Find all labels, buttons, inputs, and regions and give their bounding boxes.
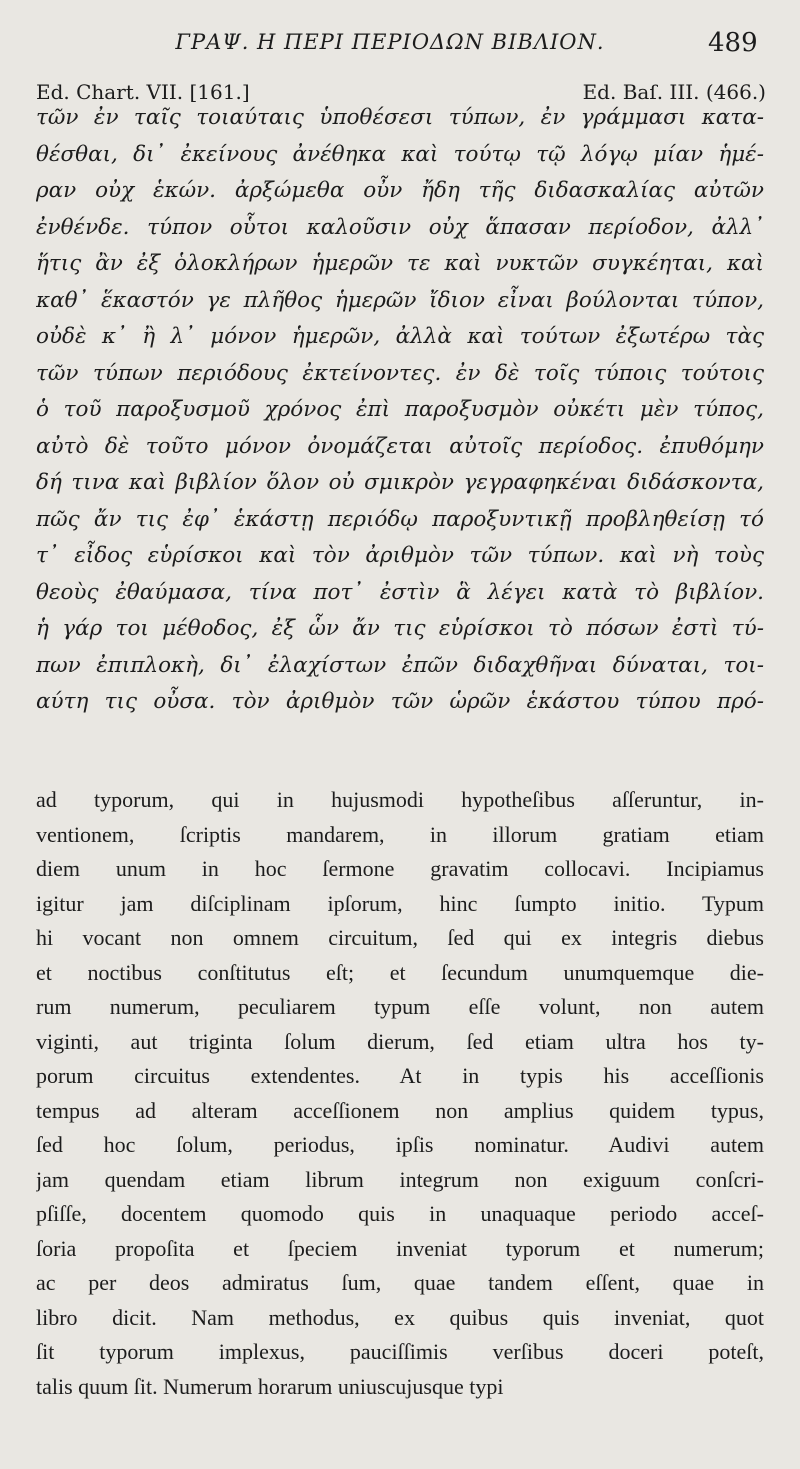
greek-text-block bbox=[36, 100, 764, 721]
greek-line: τῶν ἐν ταῖς τοιαύταις ὑποθέσεσι τύπων, ἐν γράμμασι κατα- bbox=[36, 105, 764, 130]
latin-line: ac per deos admiratus ſum, quae tandem eſſent, quae in bbox=[36, 1270, 764, 1295]
latin-line: libro dicit. Nam methodus, ex quibus quis inveniat, quot bbox=[36, 1304, 764, 1330]
edition-chart-reference: Ed. Chart. VII. [161.] bbox=[36, 80, 250, 104]
greek-line: τῶν τύπων περιόδους ἐκτείνοντες. ἐν δὲ τοῖς τύποις τούτοις bbox=[36, 360, 764, 386]
greek-line: ἥτις ἂν ἐξ ὁλοκλήρων ἡμερῶν τε καὶ νυκτῶν συγκέηται, καὶ bbox=[36, 251, 764, 276]
latin-text-block bbox=[36, 783, 764, 1404]
latin-line: diem unum in hoc ſermone gravatim collocavi. Incipiamus bbox=[36, 856, 764, 881]
greek-line: καθ᾽ ἕκαστόν γε πλῆθος ἡμερῶν ἴδιον εἶναι βούλονται τύπον, bbox=[36, 287, 764, 313]
page-number: 489 bbox=[708, 28, 758, 58]
greek-line: πῶς ἄν τις ἐφ᾽ ἑκάστῃ περιόδῳ παροξυντικῇ προβληθείσῃ τό bbox=[36, 506, 764, 532]
latin-line: ſed hoc ſolum, periodus, ipſis nominatur. Audivi autem bbox=[36, 1132, 764, 1157]
greek-line: αύτη τις οὖσα. τὸν ἀριθμὸν τῶν ὡρῶν ἑκάστου τύπου πρό- bbox=[36, 689, 764, 714]
latin-line: pſiſſe, docentem quomodo quis in unaquaque periodo acceſ- bbox=[36, 1201, 764, 1226]
greek-line: δή τινα καὶ βιβλίον ὅλον οὐ σμικρὸν γεγραφηκέναι διδάσκοντα, bbox=[36, 470, 764, 495]
latin-line: ſoria propoſita et ſpeciem inveniat typorum et numerum; bbox=[36, 1235, 764, 1261]
latin-line: et noctibus conſtitutus eſt; et ſecundum unumquemque die- bbox=[36, 959, 764, 985]
greek-line: οὐδὲ κ᾽ ἢ λ᾽ μόνον ἡμερῶν, ἀλλὰ καὶ τούτων ἐξωτέρω τὰς bbox=[36, 324, 764, 349]
greek-line: θέσθαι, δι᾽ ἐκείνους ἀνέθηκα καὶ τούτῳ τῷ λόγῳ μίαν ἡμέ- bbox=[36, 141, 764, 167]
latin-line: viginti, aut triginta ſolum dierum, ſed etiam ultra hos ty- bbox=[36, 1028, 764, 1054]
greek-line: πων ἐπιπλοκὴ, δι᾽ ἐλαχίστων ἐπῶν διδαχθῆναι δύναται, τοι- bbox=[36, 652, 764, 678]
greek-line: τ᾽ εἶδος εὑρίσκοι καὶ τὸν ἀριθμὸν τῶν τύπων. καὶ νὴ τοὺς bbox=[36, 543, 764, 568]
latin-line: igitur jam diſciplinam ipſorum, hinc ſumpto initio. Typum bbox=[36, 890, 764, 916]
greek-line: ὁ τοῦ παροξυσμοῦ χρόνος ἐπὶ παροξυσμὸν οὐκέτι μὲν τύπος, bbox=[36, 397, 764, 422]
greek-line: ραν οὐχ ἑκών. ἀρξώμεθα οὖν ἤδη τῆς διδασκαλίας αὐτῶν bbox=[36, 178, 764, 203]
latin-line: hi vocant non omnem circuitum, ſed qui ex integris diebus bbox=[36, 925, 764, 950]
running-head: ΓΡΑΨ. Η ΠΕΡΙ ΠΕΡΙΟΔΩΝ ΒΙΒΛΙΟΝ. bbox=[175, 30, 605, 54]
greek-line: θεοὺς ἐθαύμασα, τίνα ποτ᾽ ἐστὶν ἃ λέγει κατὰ τὸ βιβλίον. bbox=[36, 579, 764, 605]
greek-line: ἐνθένδε. τύπον οὗτοι καλοῦσιν οὐχ ἅπασαν περίοδον, ἀλλ᾽ bbox=[36, 214, 764, 240]
edition-basel-reference: Ed. Baſ. III. (466.) bbox=[582, 80, 766, 104]
latin-line: ventionem, ſcriptis mandarem, in illorum gratiam etiam bbox=[36, 821, 764, 847]
latin-line: talis quum ſit. Numerum horarum uniuscujusque typi bbox=[36, 1373, 504, 1399]
greek-line: αὐτὸ δὲ τοῦτο μόνον ὀνομάζεται αὐτοῖς περίοδος. ἐπυθόμην bbox=[36, 433, 764, 459]
latin-line: tempus ad alteram acceſſionem non amplius quidem typus, bbox=[36, 1097, 764, 1123]
latin-line: rum numerum, peculiarem typum eſſe volunt, non autem bbox=[36, 994, 764, 1019]
latin-line: ſit typorum implexus, pauciſſimis verſibus doceri poteſt, bbox=[36, 1339, 764, 1364]
latin-line: porum circuitus extendentes. At in typis his acceſſionis bbox=[36, 1063, 764, 1088]
latin-line: jam quendam etiam librum integrum non exiguum conſcri- bbox=[36, 1166, 764, 1192]
greek-line: ἡ γάρ τοι μέθοδος, ἐξ ὧν ἄν τις εὑρίσκοι τὸ πόσων ἐστὶ τύ- bbox=[36, 616, 764, 641]
latin-line: ad typorum, qui in hujusmodi hypotheſibus aſſeruntur, in- bbox=[36, 787, 764, 812]
